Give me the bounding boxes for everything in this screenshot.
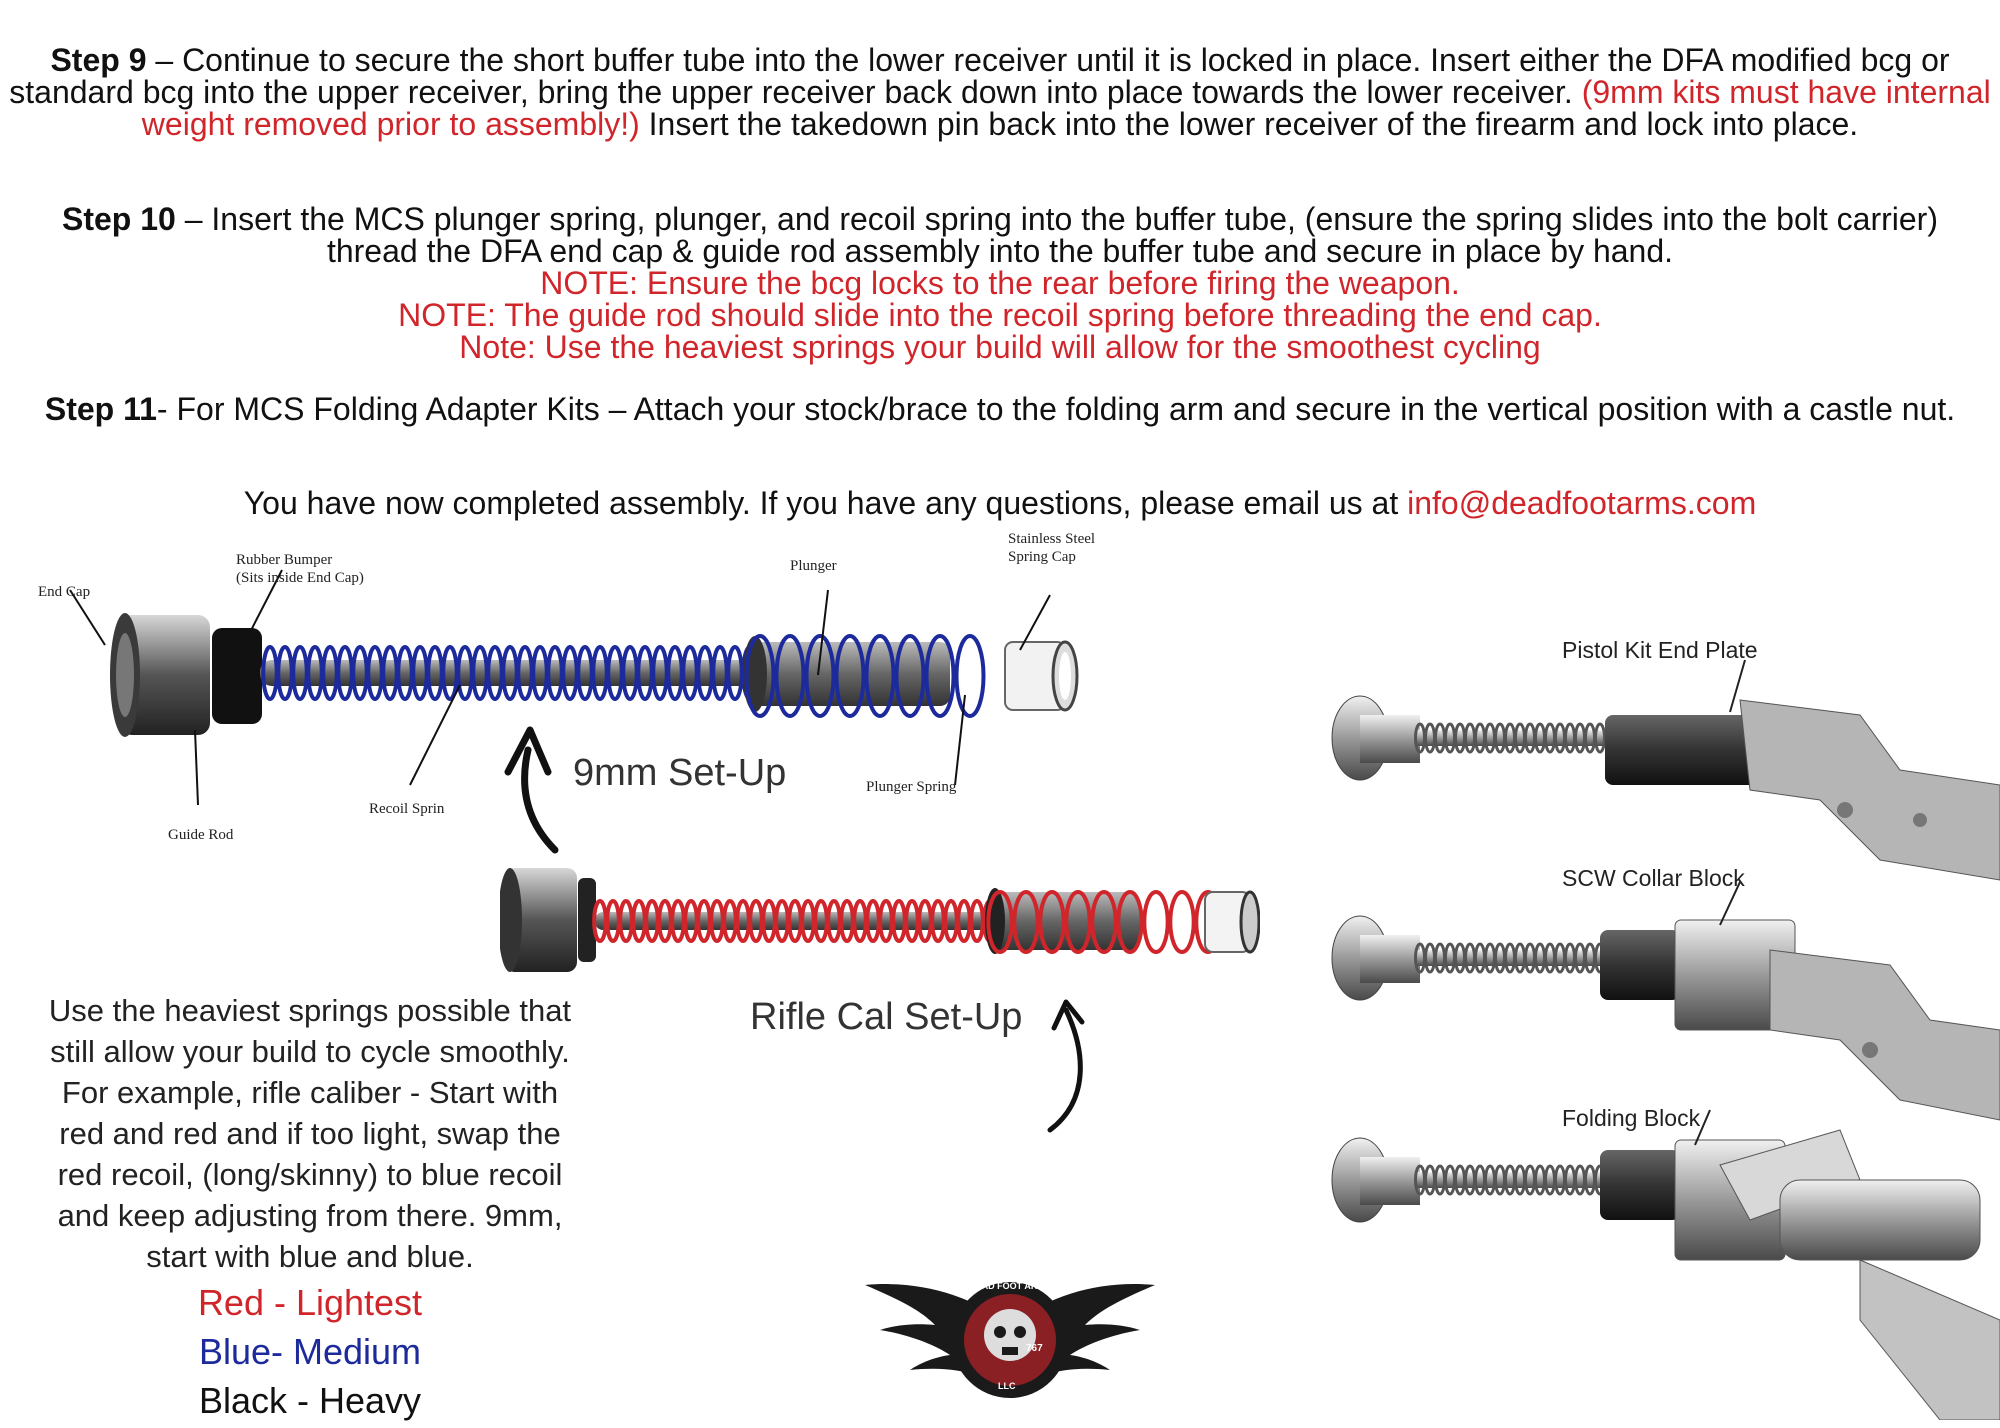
label-spring-cap: Stainless Steel Spring Cap <box>1008 531 1096 565</box>
logo-llc: LLC <box>998 1381 1016 1391</box>
logo-number: 767 <box>1026 1343 1043 1354</box>
nine-mm-setup-label: 9mm Set-Up <box>573 752 787 794</box>
contact-email-link[interactable]: info@deadfootarms.com <box>1407 485 1757 521</box>
photo-scw-collar <box>1332 916 2000 1120</box>
photo-label-folding: Folding Block <box>1562 1105 1701 1131</box>
step-10-text: – Insert the MCS plunger spring, plunger, and recoil spring into the buffer tube, (ensure the spring slides into the bolt carrier) thread the DFA end cap & guide rod assembly into the buffer tube and secure in place by hand. <box>175 201 1938 269</box>
step-10-note-1: NOTE: Ensure the bcg locks to the rear before firing the weapon. <box>540 265 1460 301</box>
label-plunger-spring: Plunger Spring <box>866 779 957 795</box>
legend-red: Red - Lightest <box>197 1282 423 1323</box>
stainless-spring-cap <box>1005 642 1077 710</box>
step-11 <box>0 393 2000 425</box>
completion-line <box>0 487 2000 519</box>
rifle-end-cap <box>500 868 577 972</box>
rifle-diagram <box>500 860 1260 980</box>
arrow-up-icon <box>470 710 590 860</box>
legend-blue: Blue- Medium <box>198 1331 422 1372</box>
step-10-note-2: NOTE: The guide rod should slide into the recoil spring before threading the end cap. <box>398 297 1602 333</box>
step-11-label: Step 11 <box>44 391 157 427</box>
step-10-label: Step 10 <box>62 201 176 237</box>
step-9 <box>0 44 2000 140</box>
step-10 <box>0 203 2000 363</box>
label-recoil-spring: Recoil Sprin <box>369 801 445 817</box>
photo-folding-block <box>1332 1130 2000 1420</box>
legend-black: Black - Heavy <box>198 1380 422 1421</box>
rifle-spring-cap <box>1205 892 1259 952</box>
step-9-text-end: Insert the takedown pin back into the lower receiver of the firearm and lock into place. <box>639 106 1859 142</box>
spring-advice: Use the heaviest springs possible that still allow your build to cycle smoothly. For example, rifle caliber - Start with red and red and if too light, swap the red recoil, (long/skinny) to blue recoil and keep adjusting from there. 9mm, start with blue and blue. <box>48 993 572 1274</box>
step-9-label: Step 9 <box>50 42 147 78</box>
rubber-bumper <box>212 628 262 724</box>
step-11-text: - For MCS Folding Adapter Kits – Attach your stock/brace to the folding arm and secure in the vertical position with a castle nut. <box>156 391 1956 427</box>
step-9-warning: (9mm kits must have internal weight removed prior to assembly!) <box>141 74 1991 142</box>
step-10-note-3: Note: Use the heaviest springs your build will allow for the smoothest cycling <box>459 329 1541 365</box>
photo-label-pistol: Pistol Kit End Plate <box>1562 637 1758 663</box>
label-end-cap: End Cap <box>38 584 91 600</box>
end-cap <box>110 613 210 737</box>
photo-label-scw: SCW Collar Block <box>1562 865 1745 891</box>
label-guide-rod: Guide Rod <box>168 827 234 843</box>
buffer-assembly-photos <box>1300 620 2000 1420</box>
label-plunger: Plunger <box>790 558 837 574</box>
rifle-setup-label: Rifle Cal Set-Up <box>750 996 1023 1038</box>
photo-pistol-kit <box>1332 696 2000 880</box>
logo-ring-text: DEAD FOOT ARMS <box>969 1281 1051 1291</box>
label-rubber-bumper: Rubber Bumper (Sits inside End Cap) <box>236 552 364 586</box>
step-9-text: – Continue to secure the short buffer tube into the lower receiver until it is locked in place. Insert either the DFA modified bcg or standard bcg into the upper receiver, bring the upper receiver back down into place towards the lower receiver. <box>9 42 1950 110</box>
completion-text: You have now completed assembly. If you have any questions, please email us at <box>243 485 1408 521</box>
arrow-curve-icon <box>1030 990 1120 1140</box>
